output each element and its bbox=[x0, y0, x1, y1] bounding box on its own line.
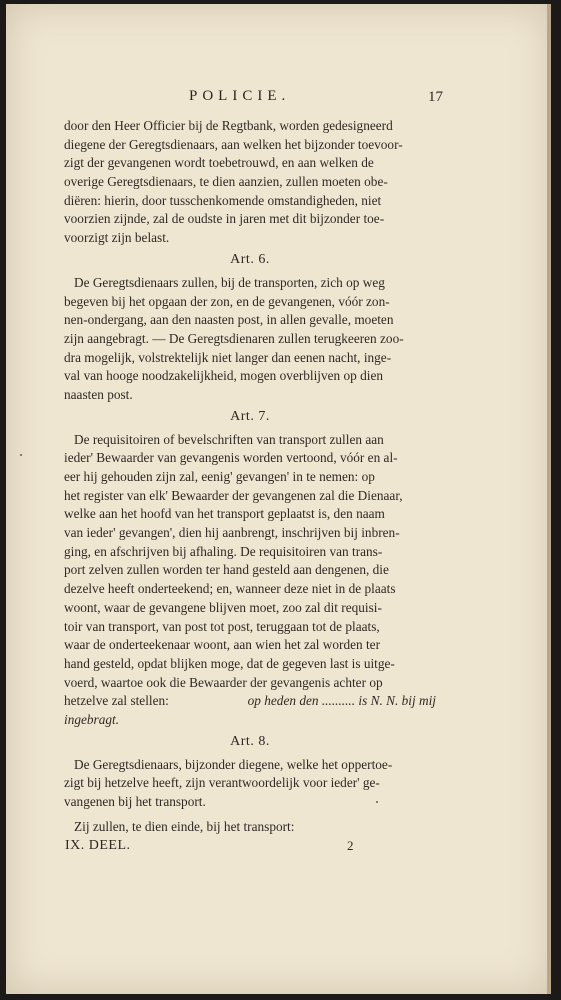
text-line: overige Geregtsdienaars, te dien aanzien, zullen moeten obe- bbox=[64, 174, 388, 190]
text-line: woont, waar de gevangene blijven moet, zoo zal dit requisi- bbox=[64, 599, 382, 615]
article-heading-8: Art. 8. bbox=[230, 733, 270, 749]
paragraph-article-6 bbox=[64, 274, 436, 405]
text-line: diegene der Geregtsdienaars, aan welken het bijzonder toevoor- bbox=[64, 136, 403, 152]
body-text bbox=[64, 117, 436, 836]
page-header bbox=[6, 88, 551, 112]
text-line: ingebragt. bbox=[64, 711, 120, 727]
text-line: voorzien zijnde, zal de oudste in jaren met dit bijzonder toe- bbox=[64, 211, 385, 227]
text-line bbox=[64, 692, 436, 711]
page-footer bbox=[65, 838, 365, 858]
text-line: ieder' Bewaarder van gevangenis worden vertoond, vóór en al- bbox=[64, 450, 398, 466]
text-line: port zelven zullen worden ter hand gesteld aan dengenen, die bbox=[64, 562, 389, 578]
signature-number: 2 bbox=[347, 838, 354, 853]
text-line: voerd, waartoe ook die Bewaarder der gevangenis achter op bbox=[64, 674, 383, 690]
text-line: val van hooge noodzakelijkheid, mogen overblijven op dien bbox=[64, 368, 384, 384]
text-line: eer hij gehouden zijn zal, eenig' gevangen' in te nemen: op bbox=[64, 469, 375, 484]
text-line: toir van transport, van post tot post, teruggaan tot de plaats, bbox=[64, 618, 380, 634]
paper-speck bbox=[20, 454, 22, 456]
paper-speck bbox=[376, 801, 378, 803]
text-line: dra mogelijk, volstrektelijk niet langer dan eenen nacht, inge- bbox=[64, 349, 392, 365]
text-line: De Geregtsdienaars, bijzonder diegene, welke het oppertoe- bbox=[74, 756, 393, 772]
text-line: het register van elk' Bewaarder der gevangenen zal die Dienaar, bbox=[64, 487, 403, 503]
text-italic: op heden den .......... is N. N. bij mij bbox=[247, 693, 436, 709]
text-line: nen-ondergang, aan den naasten post, in allen gevalle, moeten bbox=[64, 312, 394, 328]
text-line: zigt bij hetzelve heeft, zijn verantwoordelijk voor ieder' ge- bbox=[64, 775, 380, 791]
paragraph-article-8 bbox=[64, 756, 436, 812]
page-number: 17 bbox=[428, 89, 443, 105]
text-line: diëren: hierin, door tusschenkomende omstandigheden, niet bbox=[64, 192, 382, 208]
text-line: begeven bij het opgaan der zon, en de gevangenen, vóór zon- bbox=[64, 293, 390, 309]
article-heading-6: Art. 6. bbox=[230, 251, 270, 267]
text-line: Zij zullen, te dien einde, bij het transport: bbox=[74, 818, 295, 834]
book-page bbox=[6, 4, 551, 994]
text-line: De requisitoiren of bevelschriften van transport zullen aan bbox=[74, 431, 384, 447]
text-line: voorzigt zijn belast. bbox=[64, 230, 170, 246]
running-head: POLICIE. bbox=[189, 88, 291, 104]
text-line: van ieder' gevangen', dien hij aanbrengt, inschrijven bij inbren- bbox=[64, 525, 400, 541]
text-line: zigt der gevangenen wordt toebetrouwd, en aan welken de bbox=[64, 155, 374, 171]
text-line: door den Heer Officier bij de Regtbank, worden gedesigneerd bbox=[64, 118, 393, 133]
page-edge bbox=[547, 4, 551, 994]
text-line: welke aan het hoofd van het transport geplaatst is, den naam bbox=[64, 506, 385, 522]
text-line: dezelve heeft onderteekend; en, wanneer deze niet in de plaats bbox=[64, 581, 396, 597]
text-line: vangenen bij het transport. bbox=[64, 794, 206, 809]
article-heading-7: Art. 7. bbox=[230, 408, 270, 424]
text-line: naasten post. bbox=[64, 386, 133, 402]
text-line: zijn aangebragt. — De Geregtsdienaren zullen terugkeeren zoo- bbox=[64, 330, 404, 346]
text-line: ging, en afschrijven bij afhaling. De requisitoiren van trans- bbox=[64, 543, 383, 559]
text-line: waar de onderteekenaar woont, aan wien het zal worden ter bbox=[64, 637, 381, 653]
text-line: De Geregtsdienaars zullen, bij de transporten, zich op weg bbox=[74, 274, 385, 290]
paragraph-continuation bbox=[64, 117, 436, 248]
signature-mark: IX. DEEL. bbox=[65, 838, 131, 853]
paragraph-article-7 bbox=[64, 431, 436, 730]
text-plain: hetzelve zal stellen: bbox=[64, 693, 173, 709]
text-line: hand gesteld, opdat blijken moge, dat de gegeven last is uitge- bbox=[64, 655, 395, 671]
